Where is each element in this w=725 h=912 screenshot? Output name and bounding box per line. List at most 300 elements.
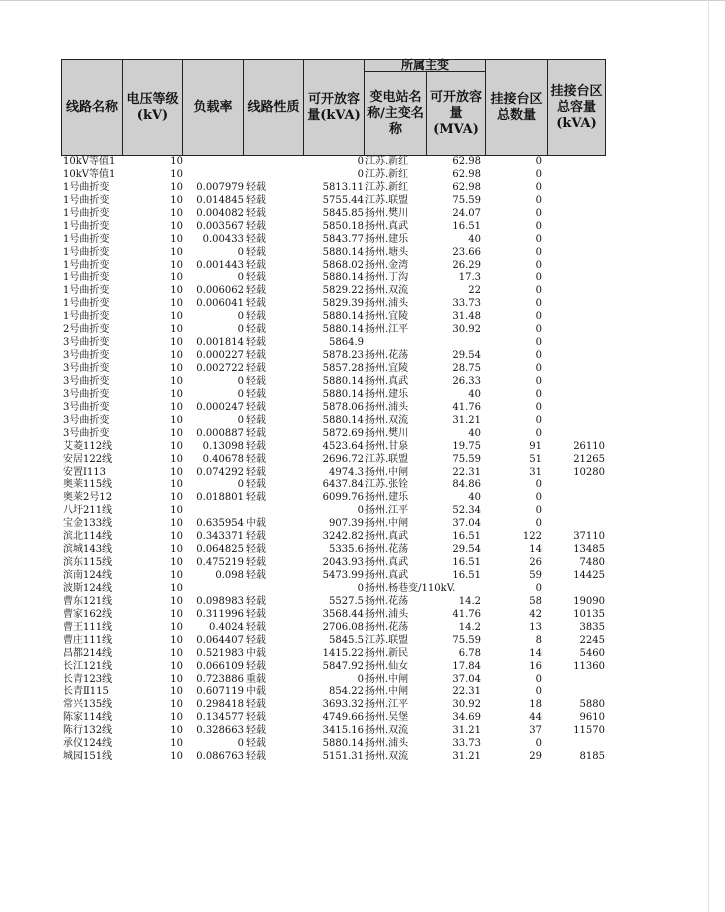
open-capacity-cell[interactable]: 5880.14 bbox=[322, 246, 364, 258]
open-capacity-cell[interactable]: 5850.18 bbox=[322, 220, 364, 232]
line-nature-cell[interactable]: 轻载 bbox=[246, 324, 266, 336]
voltage-cell[interactable]: 10 bbox=[170, 595, 183, 607]
zone-count-cell[interactable]: 0 bbox=[535, 298, 542, 310]
tf-capacity-cell[interactable]: 62.98 bbox=[452, 156, 481, 167]
voltage-cell[interactable]: 10 bbox=[170, 181, 183, 193]
substation-cell[interactable]: 扬州.花荡 bbox=[365, 350, 409, 362]
substation-cell[interactable]: 扬州.真武 bbox=[365, 531, 409, 543]
load-rate-cell[interactable]: 0 bbox=[237, 246, 244, 258]
tf-capacity-cell[interactable]: 75.59 bbox=[452, 453, 481, 465]
tf-capacity-cell[interactable]: 17.84 bbox=[452, 660, 481, 672]
tf-capacity-cell[interactable]: 52.34 bbox=[452, 505, 481, 517]
zone-count-cell[interactable]: 0 bbox=[535, 168, 542, 180]
zone-count-cell[interactable]: 0 bbox=[535, 220, 542, 232]
zone-capacity-cell[interactable]: 9610 bbox=[579, 712, 605, 724]
line-name-cell[interactable]: 陈行132线 bbox=[63, 725, 113, 737]
tf-capacity-cell[interactable]: 24.07 bbox=[452, 207, 481, 219]
zone-capacity-cell[interactable]: 21265 bbox=[573, 453, 605, 465]
zone-capacity-cell[interactable]: 2245 bbox=[579, 634, 605, 646]
load-rate-cell[interactable]: 0.298418 bbox=[196, 699, 244, 711]
substation-cell[interactable]: 扬州.真武 bbox=[365, 375, 409, 387]
tf-capacity-cell[interactable]: 29.54 bbox=[452, 350, 481, 362]
open-capacity-cell[interactable]: 5829.22 bbox=[322, 285, 364, 297]
substation-cell[interactable]: 扬州.中闸 bbox=[365, 466, 409, 478]
voltage-cell[interactable]: 10 bbox=[170, 168, 183, 180]
line-name-cell[interactable]: 3号曲折变 bbox=[63, 337, 110, 349]
open-capacity-cell[interactable]: 6437.84 bbox=[322, 479, 364, 491]
substation-cell[interactable]: 扬州.浦头 bbox=[365, 608, 409, 620]
line-name-cell[interactable]: 安居122线 bbox=[63, 453, 113, 465]
voltage-cell[interactable]: 10 bbox=[170, 557, 183, 569]
zone-count-cell[interactable]: 0 bbox=[535, 233, 542, 245]
load-rate-cell[interactable]: 0.064825 bbox=[196, 544, 244, 556]
voltage-cell[interactable]: 10 bbox=[170, 375, 183, 387]
line-nature-cell[interactable]: 轻载 bbox=[246, 544, 266, 556]
substation-cell[interactable]: 扬州.樊川 bbox=[365, 207, 409, 219]
line-name-cell[interactable]: 3号曲折变 bbox=[63, 375, 110, 387]
tf-capacity-cell[interactable]: 30.92 bbox=[452, 324, 481, 336]
line-nature-cell[interactable]: 轻载 bbox=[246, 492, 266, 504]
zone-capacity-cell[interactable]: 37110 bbox=[573, 531, 605, 543]
header-line-name[interactable]: 线路名称 bbox=[62, 60, 123, 156]
voltage-cell[interactable]: 10 bbox=[170, 621, 183, 633]
load-rate-cell[interactable]: 0.001443 bbox=[196, 259, 244, 271]
zone-count-cell[interactable]: 0 bbox=[535, 324, 542, 336]
load-rate-cell[interactable]: 0 bbox=[237, 375, 244, 387]
line-nature-cell[interactable]: 轻载 bbox=[246, 181, 266, 193]
load-rate-cell[interactable]: 0 bbox=[237, 738, 244, 750]
zone-count-cell[interactable]: 0 bbox=[535, 207, 542, 219]
header-voltage[interactable]: 电压等级(kV) bbox=[123, 60, 183, 156]
line-name-cell[interactable]: 1号曲折变 bbox=[63, 207, 110, 219]
open-capacity-cell[interactable]: 5847.92 bbox=[322, 660, 364, 672]
open-capacity-cell[interactable]: 5857.28 bbox=[322, 363, 364, 374]
load-rate-cell[interactable]: 0.723886 bbox=[196, 673, 244, 685]
zone-count-cell[interactable]: 0 bbox=[535, 311, 542, 323]
voltage-cell[interactable]: 10 bbox=[170, 582, 183, 594]
zone-count-cell[interactable]: 26 bbox=[529, 557, 542, 569]
load-rate-cell[interactable]: 0.007979 bbox=[196, 181, 244, 193]
load-rate-cell[interactable]: 0.134577 bbox=[196, 712, 244, 724]
voltage-cell[interactable]: 10 bbox=[170, 246, 183, 258]
open-capacity-cell[interactable]: 5813.11 bbox=[322, 181, 364, 193]
line-name-cell[interactable]: 艾菱112线 bbox=[63, 440, 113, 452]
line-nature-cell[interactable]: 轻载 bbox=[246, 207, 266, 219]
load-rate-cell[interactable]: 0 bbox=[237, 311, 244, 323]
zone-count-cell[interactable]: 0 bbox=[535, 492, 542, 504]
open-capacity-cell[interactable]: 0 bbox=[357, 673, 364, 685]
zone-count-cell[interactable]: 0 bbox=[535, 414, 542, 426]
load-rate-cell[interactable]: 0 bbox=[237, 414, 244, 426]
tf-capacity-cell[interactable]: 14.2 bbox=[458, 621, 481, 633]
line-name-cell[interactable]: 1号曲折变 bbox=[63, 194, 110, 206]
tf-capacity-cell[interactable]: 37.04 bbox=[452, 518, 481, 530]
line-nature-cell[interactable]: 轻载 bbox=[246, 246, 266, 258]
voltage-cell[interactable]: 10 bbox=[170, 337, 183, 349]
zone-capacity-cell[interactable]: 26110 bbox=[573, 440, 605, 452]
open-capacity-cell[interactable]: 5880.14 bbox=[322, 272, 364, 284]
load-rate-cell[interactable]: 0.40678 bbox=[202, 453, 244, 465]
line-nature-cell[interactable]: 轻载 bbox=[246, 751, 266, 763]
zone-count-cell[interactable]: 0 bbox=[535, 156, 542, 167]
substation-cell[interactable]: 扬州.浦头 bbox=[365, 738, 409, 750]
line-name-cell[interactable]: 长江121线 bbox=[63, 660, 113, 672]
tf-capacity-cell[interactable]: 31.48 bbox=[452, 311, 481, 323]
line-nature-cell[interactable]: 轻载 bbox=[246, 660, 266, 672]
line-name-cell[interactable]: 常兴135线 bbox=[63, 699, 113, 711]
tf-capacity-cell[interactable]: 40 bbox=[468, 427, 481, 439]
line-name-cell[interactable]: 1号曲折变 bbox=[63, 181, 110, 193]
substation-cell[interactable]: 扬州.建乐 bbox=[365, 492, 409, 504]
line-nature-cell[interactable]: 轻载 bbox=[246, 427, 266, 439]
voltage-cell[interactable]: 10 bbox=[170, 156, 183, 167]
substation-cell[interactable]: 扬州.塘头 bbox=[365, 246, 409, 258]
tf-capacity-cell[interactable]: 62.98 bbox=[452, 181, 481, 193]
open-capacity-cell[interactable]: 6099.76 bbox=[322, 492, 364, 504]
voltage-cell[interactable]: 10 bbox=[170, 570, 183, 581]
zone-capacity-cell[interactable]: 5460 bbox=[579, 647, 605, 659]
substation-cell[interactable]: 江苏.新红 bbox=[365, 181, 409, 193]
voltage-cell[interactable]: 10 bbox=[170, 725, 183, 737]
open-capacity-cell[interactable]: 5880.14 bbox=[322, 738, 364, 750]
open-capacity-cell[interactable]: 5845.85 bbox=[322, 207, 364, 219]
line-name-cell[interactable]: 1号曲折变 bbox=[63, 285, 110, 297]
substation-cell[interactable]: 扬州.双流 bbox=[365, 285, 409, 297]
line-name-cell[interactable]: 10kV等值1 bbox=[63, 156, 116, 167]
line-name-cell[interactable]: 3号曲折变 bbox=[63, 427, 110, 439]
header-open-capacity[interactable]: 可开放容量(kVA) bbox=[304, 60, 365, 156]
open-capacity-cell[interactable]: 5878.23 bbox=[322, 350, 364, 362]
substation-cell[interactable]: 江苏.联盟 bbox=[365, 453, 409, 465]
header-zone-count[interactable]: 挂接台区总数量 bbox=[486, 60, 548, 156]
open-capacity-cell[interactable]: 3568.44 bbox=[322, 608, 364, 620]
substation-cell[interactable]: 扬州.中闸 bbox=[365, 518, 409, 530]
zone-capacity-cell[interactable]: 10280 bbox=[573, 466, 605, 478]
open-capacity-cell[interactable]: 2696.72 bbox=[322, 453, 364, 465]
open-capacity-cell[interactable]: 3415.16 bbox=[322, 725, 364, 737]
zone-count-cell[interactable]: 0 bbox=[535, 401, 542, 413]
substation-cell[interactable]: 江苏.新红 bbox=[365, 156, 409, 167]
voltage-cell[interactable]: 10 bbox=[170, 427, 183, 439]
voltage-cell[interactable]: 10 bbox=[170, 647, 183, 659]
load-rate-cell[interactable]: 0.014845 bbox=[196, 194, 244, 206]
line-nature-cell[interactable]: 轻载 bbox=[246, 712, 266, 724]
open-capacity-cell[interactable]: 5880.14 bbox=[322, 414, 364, 426]
tf-capacity-cell[interactable]: 31.21 bbox=[452, 751, 481, 763]
substation-cell[interactable]: 扬州.真武 bbox=[365, 570, 409, 581]
load-rate-cell[interactable]: 0.343371 bbox=[196, 531, 244, 543]
line-nature-cell[interactable]: 轻载 bbox=[246, 285, 266, 297]
open-capacity-cell[interactable]: 4974.3 bbox=[329, 466, 364, 478]
voltage-cell[interactable]: 10 bbox=[170, 311, 183, 323]
open-capacity-cell[interactable]: 5829.39 bbox=[322, 298, 364, 310]
tf-capacity-cell[interactable]: 40 bbox=[468, 492, 481, 504]
line-name-cell[interactable]: 宝金133线 bbox=[63, 518, 113, 530]
line-nature-cell[interactable]: 轻载 bbox=[246, 634, 266, 646]
line-nature-cell[interactable]: 轻载 bbox=[246, 738, 266, 750]
line-nature-cell[interactable]: 轻载 bbox=[246, 595, 266, 607]
tf-capacity-cell[interactable]: 6.78 bbox=[458, 647, 481, 659]
substation-cell[interactable]: 扬州.建乐 bbox=[365, 233, 409, 245]
substation-cell[interactable]: 扬州.浦头 bbox=[365, 401, 409, 413]
tf-capacity-cell[interactable]: 75.59 bbox=[452, 634, 481, 646]
substation-cell[interactable]: 扬州.真武 bbox=[365, 220, 409, 232]
tf-capacity-cell[interactable]: 28.75 bbox=[452, 363, 481, 374]
tf-capacity-cell[interactable]: 37.04 bbox=[452, 673, 481, 685]
zone-count-cell[interactable]: 0 bbox=[535, 285, 542, 297]
tf-capacity-cell[interactable]: 22.31 bbox=[452, 466, 481, 478]
zone-count-cell[interactable]: 0 bbox=[535, 337, 542, 349]
zone-count-cell[interactable]: 0 bbox=[535, 479, 542, 491]
voltage-cell[interactable]: 10 bbox=[170, 285, 183, 297]
open-capacity-cell[interactable]: 5845.5 bbox=[329, 634, 364, 646]
line-name-cell[interactable]: 城园151线 bbox=[63, 751, 113, 763]
zone-count-cell[interactable]: 0 bbox=[535, 350, 542, 362]
zone-capacity-cell[interactable]: 11570 bbox=[573, 725, 605, 737]
zone-count-cell[interactable]: 51 bbox=[529, 453, 542, 465]
tf-capacity-cell[interactable]: 41.76 bbox=[452, 608, 481, 620]
voltage-cell[interactable]: 10 bbox=[170, 363, 183, 374]
voltage-cell[interactable]: 10 bbox=[170, 350, 183, 362]
load-rate-cell[interactable]: 0.521983 bbox=[196, 647, 244, 659]
open-capacity-cell[interactable]: 0 bbox=[357, 168, 364, 180]
zone-capacity-cell[interactable]: 10135 bbox=[573, 608, 605, 620]
open-capacity-cell[interactable]: 4749.66 bbox=[322, 712, 364, 724]
load-rate-cell[interactable]: 0.000227 bbox=[196, 350, 244, 362]
line-name-cell[interactable]: 八圩211线 bbox=[63, 505, 113, 517]
line-name-cell[interactable]: 承仪124线 bbox=[63, 738, 113, 750]
zone-count-cell[interactable]: 0 bbox=[535, 375, 542, 387]
line-name-cell[interactable]: 滨城143线 bbox=[63, 544, 113, 556]
voltage-cell[interactable]: 10 bbox=[170, 518, 183, 530]
line-nature-cell[interactable]: 轻载 bbox=[246, 621, 266, 633]
zone-count-cell[interactable]: 0 bbox=[535, 259, 542, 271]
substation-cell[interactable]: 扬州.双流 bbox=[365, 725, 409, 737]
line-name-cell[interactable]: 曹王111线 bbox=[63, 621, 113, 633]
substation-cell[interactable]: 扬州.杨巷变/110kV. bbox=[365, 582, 456, 594]
tf-capacity-cell[interactable]: 30.92 bbox=[452, 699, 481, 711]
open-capacity-cell[interactable]: 5872.69 bbox=[322, 427, 364, 439]
line-name-cell[interactable]: 曹庄111线 bbox=[63, 634, 113, 646]
load-rate-cell[interactable]: 0 bbox=[237, 388, 244, 400]
load-rate-cell[interactable]: 0.002722 bbox=[196, 363, 244, 374]
line-name-cell[interactable]: 曹东121线 bbox=[63, 595, 113, 607]
zone-count-cell[interactable]: 42 bbox=[529, 608, 542, 620]
load-rate-cell[interactable]: 0.475219 bbox=[196, 557, 244, 569]
zone-count-cell[interactable]: 29 bbox=[529, 751, 542, 763]
zone-count-cell[interactable]: 14 bbox=[529, 544, 542, 556]
tf-capacity-cell[interactable]: 22.31 bbox=[452, 686, 481, 698]
line-name-cell[interactable]: 1号曲折变 bbox=[63, 233, 110, 245]
line-name-cell[interactable]: 1号曲折变 bbox=[63, 311, 110, 323]
open-capacity-cell[interactable]: 5151.31 bbox=[322, 751, 364, 763]
line-nature-cell[interactable]: 轻载 bbox=[246, 220, 266, 232]
tf-capacity-cell[interactable]: 75.59 bbox=[452, 194, 481, 206]
zone-capacity-cell[interactable]: 19090 bbox=[573, 595, 605, 607]
tf-capacity-cell[interactable]: 17.3 bbox=[458, 272, 481, 284]
load-rate-cell[interactable]: 0 bbox=[237, 272, 244, 284]
open-capacity-cell[interactable]: 854.22 bbox=[329, 686, 364, 698]
voltage-cell[interactable]: 10 bbox=[170, 492, 183, 504]
zone-count-cell[interactable]: 0 bbox=[535, 686, 542, 698]
zone-count-cell[interactable]: 0 bbox=[535, 738, 542, 750]
load-rate-cell[interactable]: 0.086763 bbox=[196, 751, 244, 763]
voltage-cell[interactable]: 10 bbox=[170, 751, 183, 763]
zone-capacity-cell[interactable]: 3835 bbox=[579, 621, 605, 633]
line-name-cell[interactable]: 滨南124线 bbox=[63, 570, 113, 581]
tf-capacity-cell[interactable]: 16.51 bbox=[452, 570, 481, 581]
substation-cell[interactable]: 扬州.金湾 bbox=[365, 259, 409, 271]
line-nature-cell[interactable]: 轻载 bbox=[246, 479, 266, 491]
open-capacity-cell[interactable]: 0 bbox=[357, 505, 364, 517]
line-nature-cell[interactable]: 中载 bbox=[246, 647, 266, 659]
zone-count-cell[interactable]: 8 bbox=[535, 634, 542, 646]
substation-cell[interactable]: 扬州.宜陵 bbox=[365, 311, 409, 323]
tf-capacity-cell[interactable]: 41.76 bbox=[452, 401, 481, 413]
substation-cell[interactable]: 扬州.双流 bbox=[365, 414, 409, 426]
line-name-cell[interactable]: 3号曲折变 bbox=[63, 350, 110, 362]
open-capacity-cell[interactable]: 5473.99 bbox=[322, 570, 364, 581]
zone-count-cell[interactable]: 0 bbox=[535, 427, 542, 439]
load-rate-cell[interactable]: 0.00433 bbox=[202, 233, 244, 245]
substation-cell[interactable]: 扬州.仙女 bbox=[365, 660, 409, 672]
substation-cell[interactable]: 扬州.宜陵 bbox=[365, 363, 409, 374]
line-nature-cell[interactable]: 中载 bbox=[246, 518, 266, 530]
line-nature-cell[interactable]: 轻载 bbox=[246, 272, 266, 284]
substation-cell[interactable]: 扬州.吴堡 bbox=[365, 712, 409, 724]
line-nature-cell[interactable]: 轻载 bbox=[246, 699, 266, 711]
zone-count-cell[interactable]: 0 bbox=[535, 181, 542, 193]
line-name-cell[interactable]: 滨北114线 bbox=[63, 531, 113, 543]
header-tf-open-capacity[interactable]: 可开放容量(MVA) bbox=[427, 72, 486, 156]
tf-capacity-cell[interactable]: 34.69 bbox=[452, 712, 481, 724]
zone-capacity-cell[interactable]: 8185 bbox=[579, 751, 605, 763]
line-nature-cell[interactable]: 轻载 bbox=[246, 233, 266, 245]
load-rate-cell[interactable]: 0.13098 bbox=[202, 440, 244, 452]
load-rate-cell[interactable]: 0.4024 bbox=[209, 621, 244, 633]
zone-count-cell[interactable]: 0 bbox=[535, 518, 542, 530]
substation-cell[interactable]: 江苏.联盟 bbox=[365, 194, 409, 206]
load-rate-cell[interactable]: 0.000247 bbox=[196, 401, 244, 413]
zone-count-cell[interactable]: 0 bbox=[535, 363, 542, 374]
substation-cell[interactable]: 江苏.张铨 bbox=[365, 479, 409, 491]
substation-cell[interactable]: 扬州.中闸 bbox=[365, 686, 409, 698]
tf-capacity-cell[interactable]: 31.21 bbox=[452, 414, 481, 426]
line-nature-cell[interactable]: 轻载 bbox=[246, 375, 266, 387]
line-name-cell[interactable]: 1号曲折变 bbox=[63, 246, 110, 258]
zone-capacity-cell[interactable]: 11360 bbox=[573, 660, 605, 672]
substation-cell[interactable]: 扬州.真武 bbox=[365, 557, 409, 569]
load-rate-cell[interactable]: 0.064407 bbox=[196, 634, 244, 646]
open-capacity-cell[interactable]: 5527.5 bbox=[329, 595, 364, 607]
tf-capacity-cell[interactable]: 26.33 bbox=[452, 375, 481, 387]
voltage-cell[interactable]: 10 bbox=[170, 660, 183, 672]
open-capacity-cell[interactable]: 5880.14 bbox=[322, 311, 364, 323]
load-rate-cell[interactable]: 0.635954 bbox=[196, 518, 244, 530]
zone-count-cell[interactable]: 59 bbox=[529, 570, 542, 581]
line-name-cell[interactable]: 波斯124线 bbox=[63, 582, 113, 594]
line-name-cell[interactable]: 1号曲折变 bbox=[63, 220, 110, 232]
zone-count-cell[interactable]: 0 bbox=[535, 673, 542, 685]
voltage-cell[interactable]: 10 bbox=[170, 505, 183, 517]
load-rate-cell[interactable]: 0.098983 bbox=[196, 595, 244, 607]
line-name-cell[interactable]: 昌都214线 bbox=[63, 647, 113, 659]
tf-capacity-cell[interactable]: 19.75 bbox=[452, 440, 481, 452]
load-rate-cell[interactable]: 0.098 bbox=[215, 570, 244, 581]
tf-capacity-cell[interactable]: 40 bbox=[468, 388, 481, 400]
tf-capacity-cell[interactable]: 40 bbox=[468, 233, 481, 245]
substation-cell[interactable]: 扬州.浦头 bbox=[365, 298, 409, 310]
header-zone-capacity[interactable]: 挂接台区总容量(kVA) bbox=[548, 60, 606, 156]
line-nature-cell[interactable]: 轻载 bbox=[246, 388, 266, 400]
line-nature-cell[interactable]: 轻载 bbox=[246, 531, 266, 543]
substation-cell[interactable]: 扬州.花荡 bbox=[365, 544, 409, 556]
zone-count-cell[interactable]: 31 bbox=[529, 466, 542, 478]
load-rate-cell[interactable]: 0.006062 bbox=[196, 285, 244, 297]
zone-count-cell[interactable]: 58 bbox=[529, 595, 542, 607]
line-name-cell[interactable]: 1号曲折变 bbox=[63, 272, 110, 284]
header-line-nature[interactable]: 线路性质 bbox=[244, 60, 304, 156]
load-rate-cell[interactable]: 0.001814 bbox=[196, 337, 244, 349]
load-rate-cell[interactable]: 0 bbox=[237, 324, 244, 336]
line-nature-cell[interactable]: 轻载 bbox=[246, 725, 266, 737]
zone-count-cell[interactable]: 122 bbox=[522, 531, 542, 543]
line-name-cell[interactable]: 滨东115线 bbox=[63, 557, 113, 569]
line-name-cell[interactable]: 奥莱115线 bbox=[63, 479, 113, 491]
voltage-cell[interactable]: 10 bbox=[170, 453, 183, 465]
zone-capacity-cell[interactable]: 13485 bbox=[573, 544, 605, 556]
voltage-cell[interactable]: 10 bbox=[170, 298, 183, 310]
line-nature-cell[interactable]: 轻载 bbox=[246, 466, 266, 478]
load-rate-cell[interactable]: 0.006041 bbox=[196, 298, 244, 310]
load-rate-cell[interactable]: 0.000887 bbox=[196, 427, 244, 439]
voltage-cell[interactable]: 10 bbox=[170, 388, 183, 400]
line-nature-cell[interactable]: 中载 bbox=[246, 686, 266, 698]
open-capacity-cell[interactable]: 907.39 bbox=[329, 518, 364, 530]
open-capacity-cell[interactable]: 2706.08 bbox=[322, 621, 364, 633]
voltage-cell[interactable]: 10 bbox=[170, 220, 183, 232]
zone-count-cell[interactable]: 14 bbox=[529, 647, 542, 659]
voltage-cell[interactable]: 10 bbox=[170, 608, 183, 620]
line-nature-cell[interactable]: 轻载 bbox=[246, 311, 266, 323]
substation-cell[interactable]: 扬州.樊川 bbox=[365, 427, 409, 439]
line-name-cell[interactable]: 曹家162线 bbox=[63, 608, 113, 620]
line-name-cell[interactable]: 长青123线 bbox=[63, 673, 113, 685]
line-name-cell[interactable]: 安置Ⅰ113 bbox=[63, 466, 107, 478]
substation-cell[interactable]: 扬州.江平 bbox=[365, 699, 409, 711]
load-rate-cell[interactable]: 0.003567 bbox=[196, 220, 244, 232]
line-nature-cell[interactable]: 轻载 bbox=[246, 557, 266, 569]
voltage-cell[interactable]: 10 bbox=[170, 712, 183, 724]
open-capacity-cell[interactable]: 5843.77 bbox=[322, 233, 364, 245]
load-rate-cell[interactable]: 0.311996 bbox=[196, 608, 244, 620]
voltage-cell[interactable]: 10 bbox=[170, 233, 183, 245]
open-capacity-cell[interactable]: 5880.14 bbox=[322, 324, 364, 336]
voltage-cell[interactable]: 10 bbox=[170, 634, 183, 646]
zone-count-cell[interactable]: 0 bbox=[535, 582, 542, 594]
open-capacity-cell[interactable]: 0 bbox=[357, 582, 364, 594]
line-nature-cell[interactable]: 轻载 bbox=[246, 414, 266, 426]
line-nature-cell[interactable]: 轻载 bbox=[246, 401, 266, 413]
header-load-rate[interactable]: 负载率 bbox=[183, 60, 244, 156]
open-capacity-cell[interactable]: 5864.9 bbox=[329, 337, 364, 349]
line-nature-cell[interactable]: 重载 bbox=[246, 673, 266, 685]
substation-cell[interactable]: 扬州.花荡 bbox=[365, 621, 409, 633]
open-capacity-cell[interactable]: 5878.06 bbox=[322, 401, 364, 413]
substation-cell[interactable]: 扬州.丁沟 bbox=[365, 272, 409, 284]
line-nature-cell[interactable]: 轻载 bbox=[246, 298, 266, 310]
line-name-cell[interactable]: 2号曲折变 bbox=[63, 324, 110, 336]
